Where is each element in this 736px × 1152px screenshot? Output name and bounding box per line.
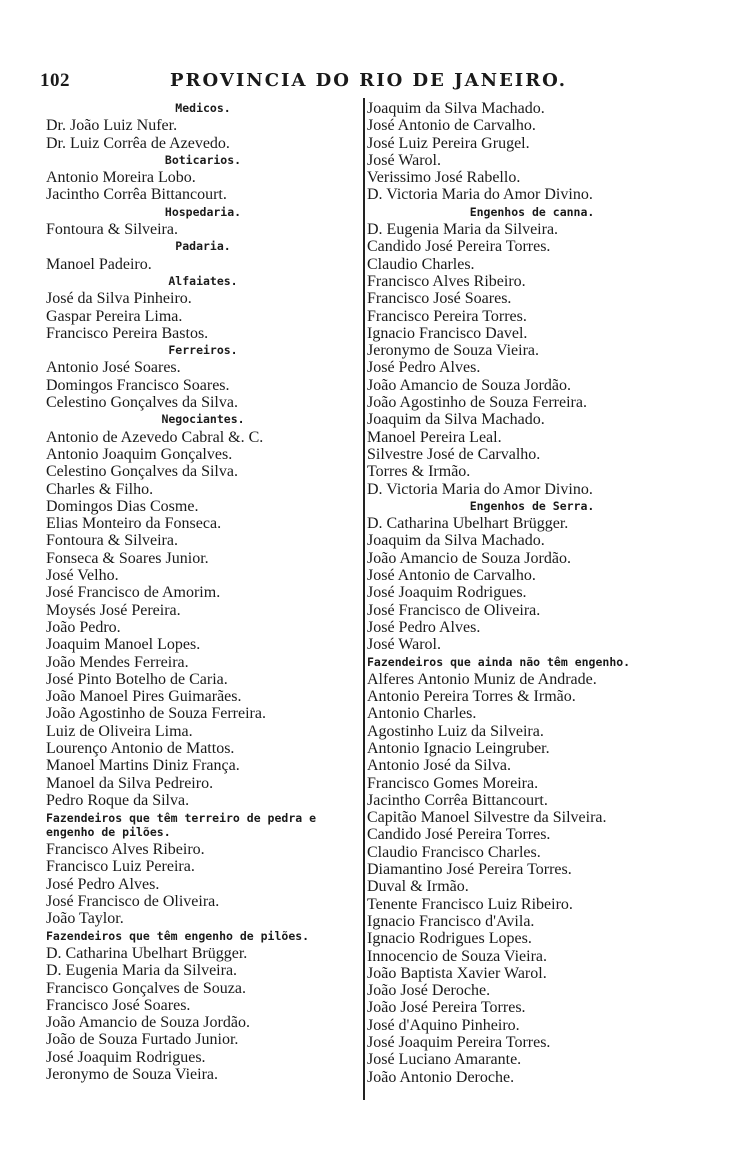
section-heading: Ferreiros. — [168, 343, 238, 358]
directory-entry: José Francisco de Amorim. — [46, 584, 221, 602]
directory-entry: Ignacio Francisco Davel. — [367, 324, 528, 342]
directory-entry: Claudio Francisco Charles. — [367, 843, 541, 861]
directory-entry: João Mendes Ferreira. — [46, 653, 189, 671]
directory-entry: José Joaquim Pereira Torres. — [367, 1034, 551, 1052]
directory-entry: José Pinto Botelho de Caria. — [46, 670, 228, 688]
directory-entry: Moysés José Pereira. — [46, 601, 181, 619]
directory-entry: João Amancio de Souza Jordão. — [367, 376, 571, 394]
directory-section — [46, 411, 360, 809]
directory-entry: D. Catharina Ubelhart Brügger. — [367, 515, 569, 533]
directory-entry: Manoel Martins Diniz França. — [46, 757, 240, 775]
directory-entry: Agostinho Luiz da Silveira. — [367, 722, 544, 740]
directory-section — [367, 204, 697, 498]
directory-entry: D. Catharina Ubelhart Brügger. — [46, 944, 248, 962]
directory-entry: Francisco Gonçalves de Souza. — [46, 979, 246, 997]
directory-entry: João de Souza Furtado Junior. — [46, 1031, 239, 1049]
directory-entry: José Pedro Alves. — [367, 618, 481, 636]
directory-entry: Francisco Alves Ribeiro. — [367, 272, 526, 290]
directory-entry: João Agostinho de Souza Ferreira. — [46, 705, 266, 723]
directory-entry: Celestino Gonçalves da Silva. — [46, 463, 238, 481]
directory-entry: Diamantino José Pereira Torres. — [367, 861, 572, 879]
directory-entry: Domingos Dias Cosme. — [46, 497, 199, 515]
directory-entry: Antonio Pereira Torres & Irmão. — [367, 688, 576, 706]
directory-entry: José Antonio de Carvalho. — [367, 567, 536, 585]
directory-entry: João Baptista Xavier Warol. — [367, 964, 547, 982]
directory-section — [46, 204, 360, 239]
directory-entry: Alferes Antonio Muniz de Andrade. — [367, 670, 597, 688]
directory-entry: Ignacio Rodrigues Lopes. — [367, 930, 532, 948]
directory-entry: D. Eugenia Maria da Silveira. — [367, 221, 559, 239]
directory-entry: Antonio Charles. — [367, 705, 477, 723]
directory-entry: José Warol. — [367, 636, 441, 654]
directory-entry: Dr. João Luiz Nufer. — [46, 117, 178, 135]
directory-entry: Elias Monteiro da Fonseca. — [46, 515, 222, 533]
directory-section — [46, 238, 360, 273]
directory-entry: Tenente Francisco Luiz Ribeiro. — [367, 895, 573, 913]
directory-section — [46, 152, 360, 204]
directory-entry: Candido José Pereira Torres. — [367, 826, 551, 844]
directory-entry: Francisco Alves Ribeiro. — [46, 841, 205, 859]
page-number: 102 — [40, 70, 70, 91]
directory-entry: Candido José Pereira Torres. — [367, 238, 551, 256]
directory-entry: Verissimo José Rabello. — [367, 169, 521, 187]
directory-entry: Joaquim da Silva Machado. — [367, 100, 545, 117]
directory-entry: Torres & Irmão. — [367, 463, 471, 481]
directory-entry: João Taylor. — [46, 910, 124, 928]
directory-entry: Capitão Manoel Silvestre da Silveira. — [367, 809, 607, 827]
directory-entry: Innocencio de Souza Vieira. — [367, 947, 548, 965]
section-heading: Padaria. — [175, 239, 231, 254]
directory-entry: José Pedro Alves. — [367, 359, 481, 377]
directory-entry: Joaquim da Silva Machado. — [367, 411, 545, 429]
directory-entry: José Francisco de Oliveira. — [46, 893, 220, 911]
directory-entry: José Antonio de Carvalho. — [367, 117, 536, 135]
directory-entry: José Velho. — [46, 567, 119, 585]
section-heading: Negociantes. — [161, 412, 245, 427]
section-heading: Fazendeiros que têm engenho de pilões. — [46, 928, 310, 943]
directory-entry: D. Eugenia Maria da Silveira. — [46, 962, 238, 980]
section-heading: Alfaiates. — [168, 273, 238, 288]
directory-entry: Francisco José Soares. — [46, 996, 191, 1014]
directory-entry: Fontoura & Silveira. — [46, 532, 178, 550]
directory-section — [46, 928, 360, 1084]
directory-entry: Manoel Pereira Leal. — [367, 428, 502, 446]
directory-section — [46, 273, 360, 342]
directory-entry: Domingos Francisco Soares. — [46, 376, 230, 394]
right-column — [367, 100, 697, 1086]
directory-entry: Joaquim da Silva Machado. — [367, 532, 545, 550]
directory-entry: Dr. Luiz Corrêa de Azevedo. — [46, 134, 230, 152]
directory-entry: Francisco Luiz Pereira. — [46, 858, 195, 876]
directory-entry: João José Deroche. — [367, 982, 491, 1000]
directory-entry: Francisco José Soares. — [367, 290, 512, 308]
directory-entry: João José Pereira Torres. — [367, 999, 526, 1017]
directory-entry: Antonio Ignacio Leingruber. — [367, 739, 550, 757]
directory-section — [46, 100, 360, 152]
directory-entry: Joaquim Manoel Lopes. — [46, 636, 201, 654]
directory-entry: José da Silva Pinheiro. — [46, 290, 192, 308]
directory-entry: João Pedro. — [46, 618, 121, 636]
directory-entry: João Agostinho de Souza Ferreira. — [367, 394, 587, 412]
directory-entry: José Francisco de Oliveira. — [367, 601, 541, 619]
directory-entry: José Joaquim Rodrigues. — [46, 1048, 206, 1066]
directory-entry: Francisco Gomes Moreira. — [367, 774, 539, 792]
directory-entry: Francisco Pereira Bastos. — [46, 324, 209, 342]
directory-entry: João Antonio Deroche. — [367, 1068, 515, 1086]
directory-entry: Jacintho Corrêa Bittancourt. — [367, 791, 548, 809]
directory-section — [367, 654, 697, 1086]
page-header — [40, 70, 700, 96]
directory-entry: Jeronymo de Souza Vieira. — [367, 342, 540, 360]
section-heading: Fazendeiros que têm terreiro de pedra e engenho de pilões. — [46, 811, 317, 840]
section-heading: Engenhos de canna. — [469, 204, 595, 219]
directory-entry: Antonio José da Silva. — [367, 757, 511, 775]
directory-entry: D. Victoria Maria do Amor Divino. — [367, 480, 593, 498]
directory-entry: Antonio Moreira Lobo. — [46, 169, 196, 187]
directory-section — [367, 100, 697, 204]
directory-section — [46, 342, 360, 411]
directory-entry: Luiz de Oliveira Lima. — [46, 722, 193, 740]
directory-entry: José Joaquim Rodrigues. — [367, 584, 527, 602]
directory-entry: Jeronymo de Souza Vieira. — [46, 1066, 219, 1084]
left-column — [46, 100, 360, 1083]
directory-entry: Jacintho Corrêa Bittancourt. — [46, 186, 227, 204]
directory-entry: Antonio Joaquim Gonçalves. — [46, 445, 233, 463]
directory-entry: Claudio Charles. — [367, 255, 475, 273]
directory-entry: Charles & Filho. — [46, 480, 154, 498]
directory-entry: Pedro Roque da Silva. — [46, 791, 190, 809]
directory-entry: José Luiz Pereira Grugel. — [367, 134, 530, 152]
section-heading: Engenhos de Serra. — [469, 498, 595, 513]
directory-entry: José d'Aquino Pinheiro. — [367, 1016, 520, 1034]
directory-entry: Ignacio Francisco d'Avila. — [367, 912, 535, 930]
directory-section — [46, 809, 360, 927]
directory-entry: José Warol. — [367, 151, 441, 169]
column-divider — [363, 98, 365, 1100]
directory-entry: Fontoura & Silveira. — [46, 221, 178, 239]
directory-section — [367, 498, 697, 654]
directory-entry: D. Victoria Maria do Amor Divino. — [367, 186, 593, 204]
section-heading: Fazendeiros que ainda não têm engenho. — [367, 654, 631, 669]
section-heading: Boticarios. — [164, 152, 242, 167]
directory-entry: Duval & Irmão. — [367, 878, 469, 896]
directory-entry: João Amancio de Souza Jordão. — [367, 549, 571, 567]
directory-entry: Antonio José Soares. — [46, 359, 181, 377]
directory-entry: Manoel Padeiro. — [46, 255, 152, 273]
directory-entry: Antonio de Azevedo Cabral &. C. — [46, 428, 264, 446]
directory-entry: José Luciano Amarante. — [367, 1051, 522, 1069]
directory-entry: Manoel da Silva Pedreiro. — [46, 774, 214, 792]
directory-entry: Celestino Gonçalves da Silva. — [46, 394, 238, 412]
directory-entry: Francisco Pereira Torres. — [367, 307, 527, 325]
directory-entry: João Amancio de Souza Jordão. — [46, 1014, 250, 1032]
directory-entry: Fonseca & Soares Junior. — [46, 549, 209, 567]
running-title: PROVINCIA DO RIO DE JANEIRO. — [170, 70, 568, 91]
directory-entry: Lourenço Antonio de Mattos. — [46, 739, 235, 757]
directory-entry: José Pedro Alves. — [46, 875, 160, 893]
section-heading: Hospedaria. — [164, 204, 242, 219]
directory-entry: Gaspar Pereira Lima. — [46, 307, 183, 325]
directory-entry: Silvestre José de Carvalho. — [367, 445, 541, 463]
section-heading: Medicos. — [175, 101, 231, 115]
directory-entry: João Manoel Pires Guimarães. — [46, 688, 242, 706]
